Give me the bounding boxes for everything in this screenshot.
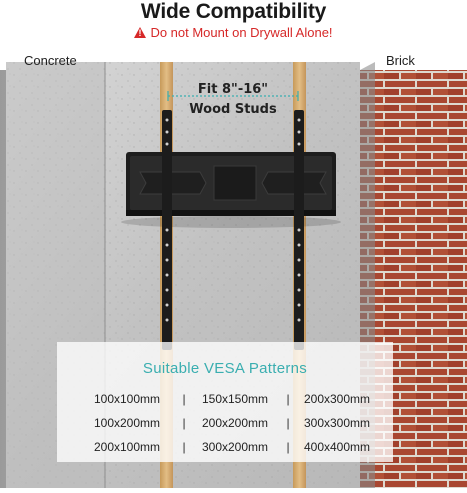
vesa-row	[57, 392, 393, 408]
vesa-cell: 300x300mm	[303, 416, 371, 430]
warning-icon	[134, 27, 146, 38]
vesa-cell: 200x100mm	[93, 440, 161, 454]
vesa-cell: 200x300mm	[303, 392, 371, 406]
vesa-row	[57, 416, 393, 432]
stud-spacing-range: Fit 8"-16"	[197, 82, 269, 97]
vesa-cell: 200x200mm	[201, 416, 269, 430]
vesa-cell: 300x200mm	[201, 440, 269, 454]
stud-type: Wood Studs	[189, 102, 277, 117]
vesa-row	[57, 440, 393, 456]
vesa-separator: |	[286, 416, 290, 430]
vesa-cell: 100x100mm	[93, 392, 161, 406]
vesa-separator: |	[182, 440, 186, 454]
vesa-separator: |	[182, 392, 186, 406]
vesa-cell: 400x400mm	[303, 440, 371, 454]
vesa-separator: |	[182, 416, 186, 430]
vesa-panel-title: Suitable VESA Patterns	[142, 360, 308, 377]
warning-text: Do not Mount on Drywall Alone!	[150, 25, 333, 40]
vesa-patterns-panel	[57, 342, 393, 462]
page-title: Wide Compatibility	[140, 0, 327, 23]
vesa-cell: 150x150mm	[201, 392, 269, 406]
drywall-warning	[0, 24, 467, 42]
concrete-label: Concrete	[24, 53, 77, 68]
vesa-separator: |	[286, 440, 290, 454]
vesa-separator: |	[286, 392, 290, 406]
brick-label: Brick	[386, 53, 415, 68]
stud-spacing-label	[168, 80, 298, 120]
vesa-cell: 100x200mm	[93, 416, 161, 430]
